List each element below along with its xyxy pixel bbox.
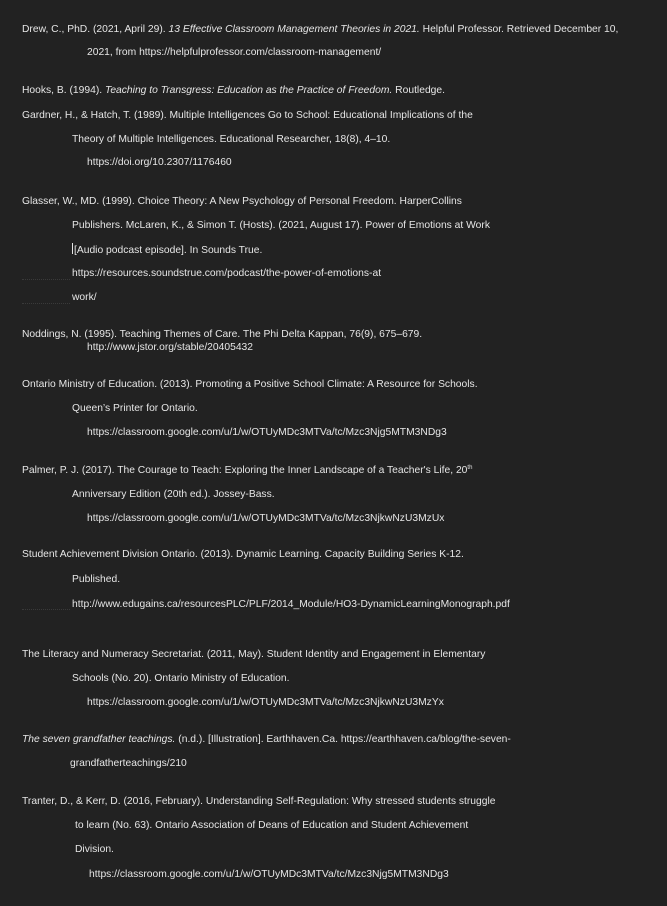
ref-literacy-line-1: The Literacy and Numeracy Secretariat. (2011, May). Student Identity and Engagement in Elementary xyxy=(22,649,486,660)
ref-noddings-line-2: http://www.jstor.org/stable/20405432 xyxy=(87,342,253,353)
ref-noddings-line-1: Noddings, N. (1995). Teaching Themes of Care. The Phi Delta Kappan, 76(9), 675–679. xyxy=(22,329,423,340)
ref-seven-line-1 xyxy=(22,733,511,746)
ref-glasser-line-2: Publishers. McLaren, K., & Simon T. (Hosts). (2021, August 17). Power of Emotions at Work xyxy=(72,220,490,231)
ref-seven-source: (n.d.). [Illustration]. Earthhaven.Ca. https://earthhaven.ca/blog/the-seven- xyxy=(175,734,511,745)
ref-palmer-line-1 xyxy=(22,464,472,477)
ref-student-line-3: http://www.edugains.ca/resourcesPLC/PLF/2014_Module/HO3-DynamicLearningMonograph.pdf xyxy=(72,599,510,610)
ref-hooks-line-1 xyxy=(22,84,445,97)
divider xyxy=(22,279,70,280)
ref-glasser-line-5: work/ xyxy=(72,292,97,303)
ref-drew-title: 13 Effective Classroom Management Theories in 2021. xyxy=(168,24,420,35)
ref-palmer-text: Palmer, P. J. (2017). The Courage to Teach: Exploring the Inner Landscape of a Teacher's Life, 20 xyxy=(22,465,468,476)
ref-tranter-line-4: https://classroom.google.com/u/1/w/OTUyMDc3MTVa/tc/Mzc3Njg5MTM3NDg3 xyxy=(89,869,449,880)
divider xyxy=(22,303,70,304)
ref-gardner-line-1: Gardner, H., & Hatch, T. (1989). Multiple Intelligences Go to School: Educational Implications of the xyxy=(22,110,473,121)
ref-student-line-1: Student Achievement Division Ontario. (2013). Dynamic Learning. Capacity Building Series K-12. xyxy=(22,549,464,560)
ref-tranter-line-2: to learn (No. 63). Ontario Association of Deans of Education and Student Achievement xyxy=(75,820,469,831)
ref-hooks-title: Teaching to Transgress: Education as the Practice of Freedom. xyxy=(104,85,393,96)
ref-glasser-line-4: https://resources.soundstrue.com/podcast/the-power-of-emotions-at xyxy=(72,268,382,279)
ref-glasser-podcast: [Audio podcast episode]. In Sounds True. xyxy=(74,245,263,256)
ref-palmer-superscript: th xyxy=(467,465,473,471)
ref-glasser-line-1: Glasser, W., MD. (1999). Choice Theory: A New Psychology of Personal Freedom. HarperCollins xyxy=(22,196,462,207)
ref-tranter-line-3: Division. xyxy=(75,844,114,855)
ref-ontario-line-2: Queen’s Printer for Ontario. xyxy=(72,403,198,414)
ref-tranter-line-1: Tranter, D., & Kerr, D. (2016, February). Understanding Self-Regulation: Why stressed students struggle xyxy=(22,796,496,807)
ref-ontario-line-3: https://classroom.google.com/u/1/w/OTUyMDc3MTVa/tc/Mzc3Njg5MTM3NDg3 xyxy=(87,427,447,438)
ref-seven-line-2: grandfatherteachings/210 xyxy=(70,758,187,769)
ref-literacy-line-3: https://classroom.google.com/u/1/w/OTUyMDc3MTVa/tc/Mzc3NjkwNzU3MzYx xyxy=(87,697,444,708)
ref-seven-title: The seven grandfather teachings. xyxy=(22,734,176,745)
ref-glasser-line-3 xyxy=(72,243,262,257)
ref-hooks-publisher: Routledge. xyxy=(392,85,445,96)
ref-drew-line-1 xyxy=(22,23,618,36)
ref-gardner-line-2: Theory of Multiple Intelligences. Educational Researcher, 18(8), 4–10. xyxy=(72,134,391,145)
ref-drew-source: Helpful Professor. Retrieved December 10, xyxy=(419,24,619,35)
ref-drew-authors: Drew, C., PhD. (2021, April 29). xyxy=(22,24,169,35)
ref-palmer-line-2: Anniversary Edition (20th ed.). Jossey-Bass. xyxy=(72,489,275,500)
divider xyxy=(22,609,70,610)
ref-drew-line-2: 2021, from https://helpfulprofessor.com/classroom-management/ xyxy=(87,47,382,58)
ref-ontario-line-1: Ontario Ministry of Education. (2013). Promoting a Positive School Climate: A Resource for Schools. xyxy=(22,379,478,390)
ref-palmer-line-3: https://classroom.google.com/u/1/w/OTUyMDc3MTVa/tc/Mzc3NjkwNzU3MzUx xyxy=(87,513,445,524)
ref-gardner-line-3: https://doi.org/10.2307/1176460 xyxy=(87,157,232,168)
ref-literacy-line-2: Schools (No. 20). Ontario Ministry of Education. xyxy=(72,673,290,684)
ref-student-line-2: Published. xyxy=(72,574,121,585)
ref-hooks-authors: Hooks, B. (1994). xyxy=(22,85,105,96)
text-cursor xyxy=(72,243,73,254)
